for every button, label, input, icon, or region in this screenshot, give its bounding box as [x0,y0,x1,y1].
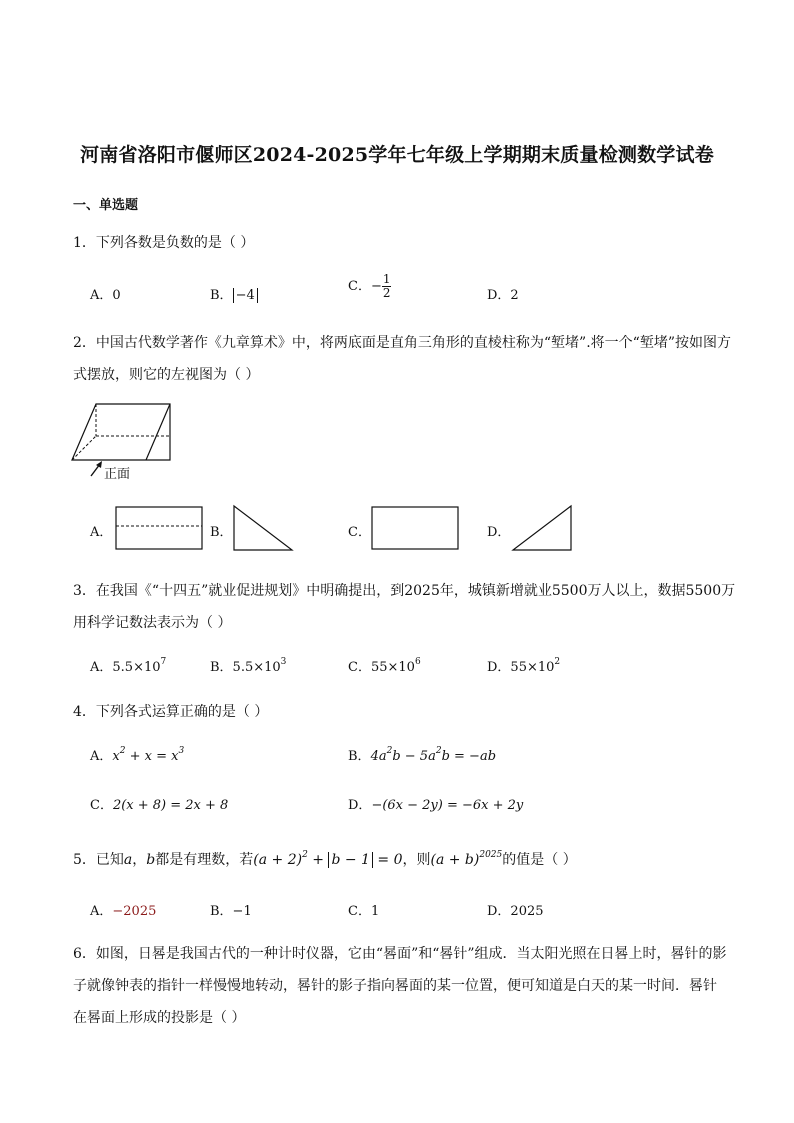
question-3-line-2: 用科学记数法表示为（ ） [73,615,232,631]
q5-option-c[interactable]: C．1 [348,904,380,919]
front-arrow-icon [88,460,104,478]
q1-option-d[interactable]: D．2 [487,288,519,303]
q1-option-c[interactable] [348,273,391,300]
question-5-stem: 5．已知a，b都是有理数，若$(a + 2)^2 + b - 1 = 0$，则$(a + b)^{2025}$的值是（ ） [73,850,577,868]
question-4-stem: 4．下列各式运算正确的是（ ） [73,704,269,720]
front-label: 正面 [104,467,131,482]
section-heading: 一、单选题 [73,198,139,213]
page-title: 河南省洛阳市偃师区2024-2025学年七年级上学期期末质量检测数学试卷 [80,144,714,166]
question-6-line-1: 6．如图，日晷是我国古代的一种计时仪器，它由“晷面”和“晷针”组成．当太阳光照在日晷上时，晷针的影 [73,946,727,962]
question-2-line-1: 2．中国古代数学著作《九章算术》中，将两底面是直角三角形的直棱柱称为“堑堵”.将一个“堑堵”按如图方 [73,335,731,351]
q2-option-a-figure [115,506,203,550]
q2-option-d-figure [512,505,572,551]
q1-option-c-fraction: $\frac{1}{2}$ [382,272,391,300]
q3-option-d[interactable]: D．$55\times 10^2$ [487,657,561,675]
prism-figure [70,396,180,466]
q2-option-b-figure [233,505,293,551]
question-6-line-2: 子就像钟表的指针一样慢慢地转动，晷针的影子指向晷面的某一位置，便可知道是白天的某一时间．晷针 [73,978,717,994]
q1-option-a[interactable]: A．0 [90,288,121,303]
q4-option-a[interactable]: A．$x^2 + x = x^3$ [90,746,185,764]
q5-option-b[interactable]: B．−1 [210,904,252,919]
q3-option-b[interactable]: B．$5.5\times 10^3$ [210,657,287,675]
q2-option-a-label[interactable]: A． [90,525,113,540]
question-3-line-1: 3．在我国《“十四五”就业促进规划》中明确提出，到2025年，城镇新增就业5500万人以上，数据5500万 [73,583,736,599]
q2-option-c-label[interactable]: C． [348,525,371,540]
q4-option-d[interactable]: D．−(6x − 2y) = −6x + 2y [348,798,524,813]
q2-option-b-label[interactable]: B． [210,525,233,540]
question-6-line-3: 在晷面上形成的投影是（ ） [73,1010,246,1026]
q1-option-c-label: C．− [348,279,382,294]
q1-option-b[interactable] [210,284,258,303]
q1-option-b-value: −4 [233,288,258,303]
q4-option-c[interactable]: C．2(x + 8) = 2x + 8 [90,798,229,813]
question-2-line-2: 式摆放，则它的左视图为（ ） [73,367,260,383]
q3-option-c[interactable]: C．$55\times 10^6$ [348,657,421,675]
q1-option-b-label: B． [210,288,233,303]
q2-option-c-figure [371,506,459,550]
question-1-stem: 1．下列各数是负数的是（ ） [73,235,255,251]
q5-option-d[interactable]: D．2025 [487,904,544,919]
q4-option-b[interactable]: B．$4a^2b - 5a^2b = -ab$ [348,746,497,764]
q3-option-a[interactable]: A．$5.5\times 10^7$ [90,657,167,675]
q5-option-a[interactable]: A．−2025 [90,904,157,919]
q2-option-d-label[interactable]: D． [487,525,511,540]
